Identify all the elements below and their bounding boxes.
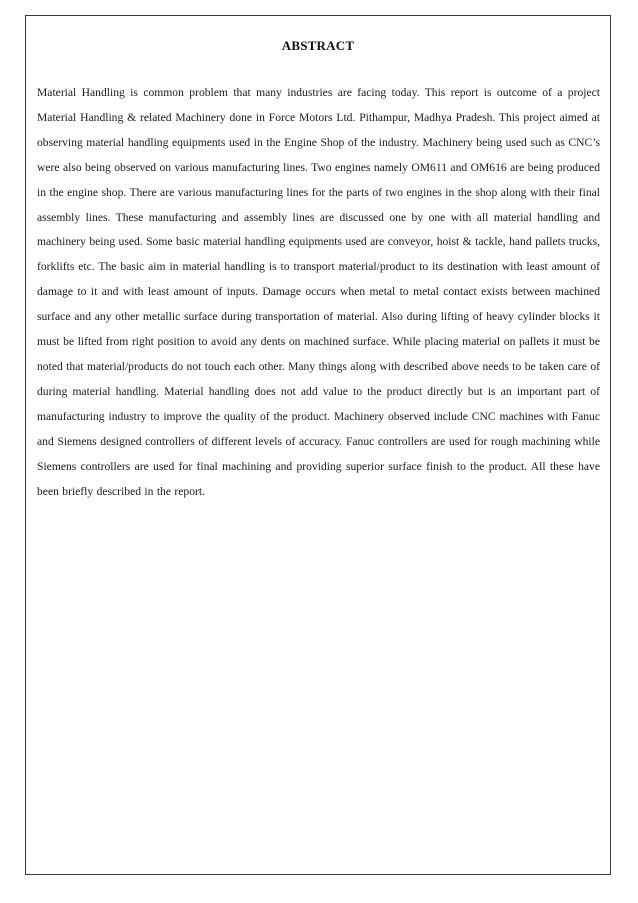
abstract-paragraph: Material Handling is common problem that many industries are facing today. This report is outcome of a project Material Handling & related Machinery done in Force Motors Ltd. Pithampur, Madhya Pradesh. This project aimed at observing material handling equipments used in the Engine Shop of the industry. Machinery being used such as CNC’s were also being observed on various manufacturing lines. Two engines namely OM611 and OM616 are being produced in the engine shop. There are various manufacturing lines for the parts of two engines in the shop along with their final assembly lines. These manufacturing and assembly lines are discussed one by one with all material handling and machinery being used. Some basic material handling equipments used are conveyor, hoist & tackle, hand pallets trucks, forklifts etc. The basic aim in material handling is to transport material/product to its destination with least amount of damage to it and with least amount of inputs. Damage occurs when metal to metal contact exists between machined surface and any other metallic surface during transportation of material. Also during lifting of heavy cylinder blocks it must be lifted from right position to avoid any dents on machined surface. While placing material on pallets it must be noted that material/products do not touch each other. Many things along with described above needs to be taken care of during material handling. Material handling does not add value to the product directly but is an important part of manufacturing industry to improve the quality of the product. Machinery observed include CNC machines with Fanuc and Siemens designed controllers of different levels of accuracy. Fanuc controllers are used for rough machining while Siemens controllers are used for final machining and providing superior surface finish to the product. All these have been briefly described in the report.: [37, 86, 600, 498]
abstract-heading: ABSTRACT: [281, 38, 355, 53]
page-border: [25, 15, 611, 875]
